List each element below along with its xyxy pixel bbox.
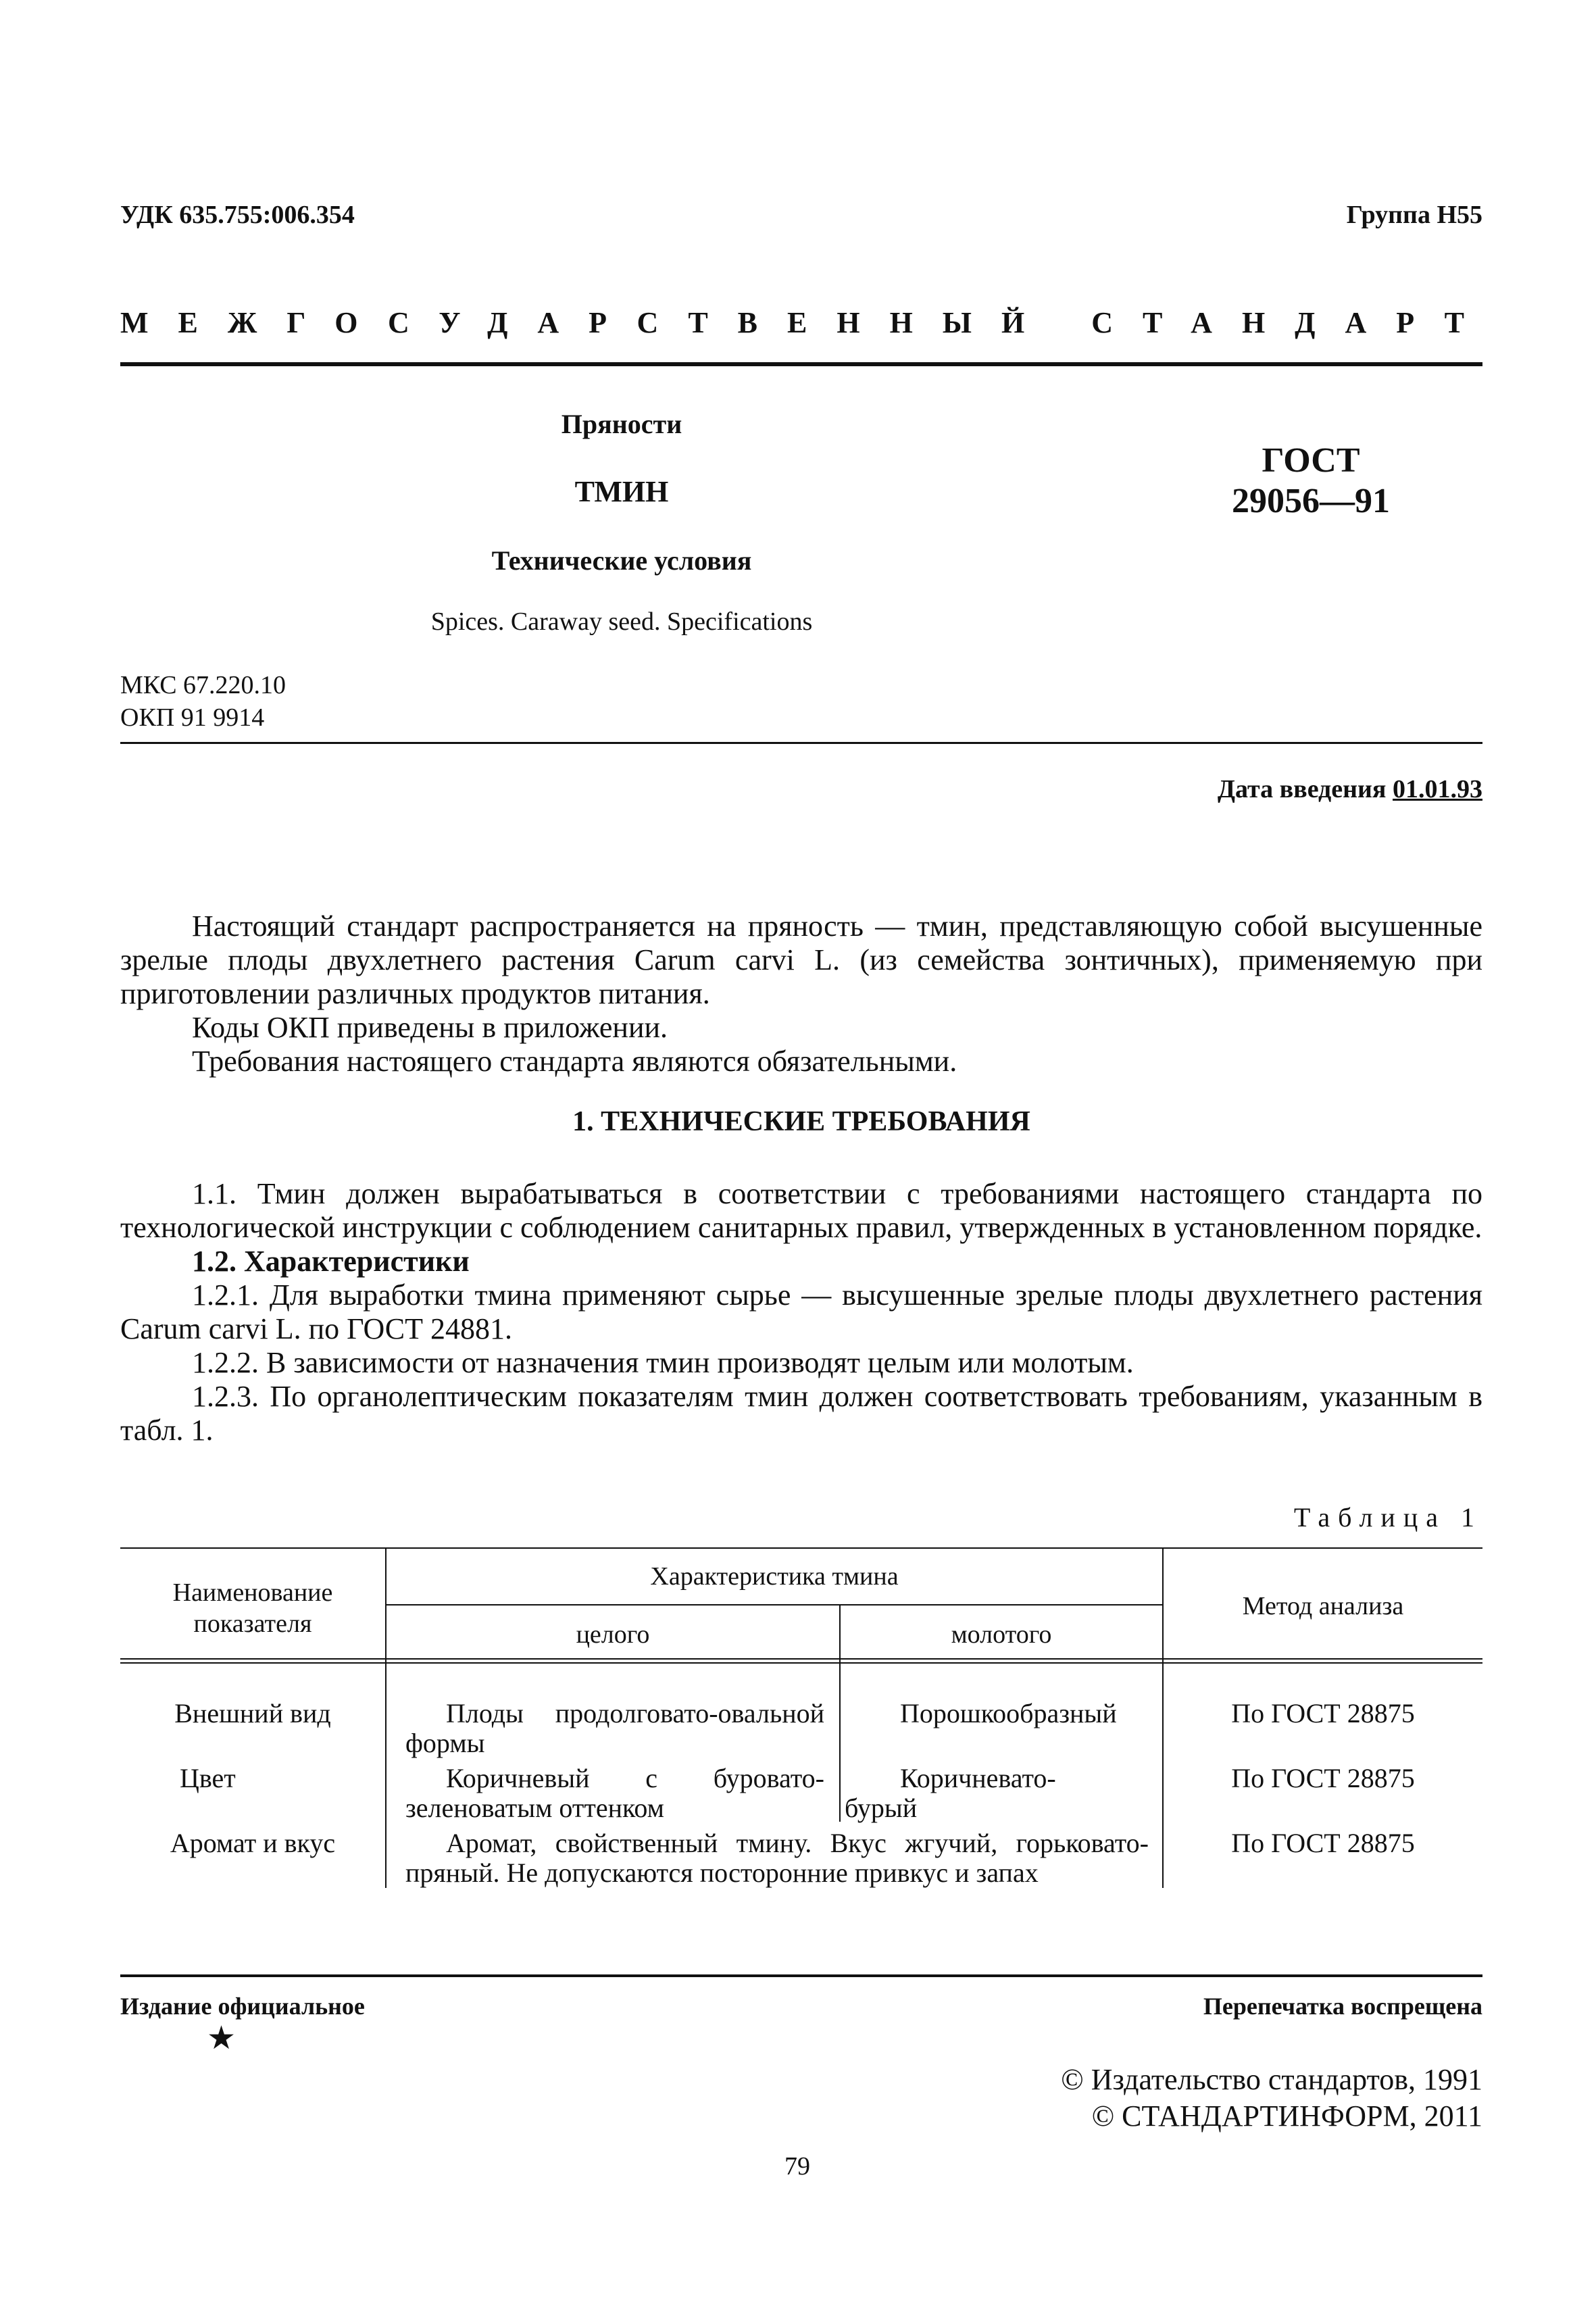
- row-3-merged: Аромат, свойственный тмину. Вкус жгучий, горьковато-пряный. Не допускаются посторонние привкус и запах: [405, 1828, 1149, 1888]
- intro-date-value: 01.01.93: [1393, 775, 1482, 803]
- title-name: ТМИН: [574, 475, 669, 508]
- row-2-ground: Коричневато-бурый: [845, 1763, 1056, 1823]
- clause-1-1: 1.1. Тмин должен вырабатываться в соответствии с требованиями настоящего стандарта по технологической инструкции с соблюдением санитарных правил, утвержденных в установленном порядке.: [120, 1177, 1482, 1244]
- banner-rule: [120, 362, 1482, 366]
- clause-1-2-2: 1.2.2. В зависимости от назначения тмин производят целым или молотым.: [192, 1346, 1134, 1379]
- table-header-bottom-line-1: [120, 1658, 1482, 1660]
- okp-code: ОКП 91 9914: [120, 703, 265, 732]
- reprint-notice: Перепечатка воспрещена: [1203, 1993, 1482, 2020]
- page-number: 79: [784, 2152, 810, 2181]
- row-1-method: По ГОСТ 28875: [1231, 1698, 1415, 1728]
- title-category: Пряности: [561, 409, 682, 439]
- row-1-ground: Порошкообразный: [900, 1698, 1117, 1728]
- row-2-whole: Коричневый с буровато-зеленоватым оттенком: [405, 1763, 824, 1823]
- copyright-1: © Издательство стандартов, 1991: [1061, 2063, 1482, 2096]
- table-caption: Таблица 1: [1293, 1502, 1482, 1533]
- header-ground: молотого: [951, 1620, 1052, 1649]
- clause-1-2: 1.2. Характеристики: [192, 1245, 470, 1278]
- gost-number: 29056—91: [1232, 482, 1390, 520]
- row-1-indicator: Внешний вид: [174, 1698, 331, 1728]
- copyright-2: © СТАНДАРТИНФОРМ, 2011: [1091, 2099, 1482, 2133]
- intro-paragraph-2: Коды ОКП приведены в приложении.: [192, 1011, 668, 1044]
- table-top-line: [120, 1547, 1482, 1549]
- title-rule: [120, 742, 1482, 744]
- intro-date: [1218, 774, 1482, 804]
- row-2-method: По ГОСТ 28875: [1231, 1763, 1415, 1793]
- intro-date-label: Дата введения: [1217, 775, 1387, 803]
- title-english: Spices. Caraway seed. Specifications: [430, 607, 813, 636]
- standard-banner: МЕЖГОСУДАРСТВЕННЫЙ СТАНДАРТ: [120, 306, 1494, 339]
- clause-1-2-3: 1.2.3. По органолептическим показателям тмин должен соответствовать требованиям, указанным в табл. 1.: [120, 1380, 1482, 1447]
- row-3-method: По ГОСТ 28875: [1231, 1828, 1415, 1858]
- header-indicator: Наименование показателя: [172, 1578, 333, 1638]
- clause-1-2-1: 1.2.1. Для выработки тмина применяют сырье — высушенные зрелые плоды двухлетнего растения Carum carvi L. по ГОСТ 24881.: [120, 1278, 1482, 1345]
- table-vline-1: [385, 1547, 386, 1888]
- header-characteristic: Характеристика тмина: [650, 1562, 899, 1591]
- udk-code: УДК 635.755:006.354: [120, 201, 355, 229]
- intro-paragraph-3: Требования настоящего стандарта являются обязательными.: [192, 1045, 957, 1078]
- star-icon: ★: [207, 2020, 236, 2056]
- row-2-indicator: Цвет: [180, 1763, 236, 1793]
- row-3-indicator: Аромат и вкус: [170, 1828, 336, 1858]
- gost-label: ГОСТ: [1262, 441, 1360, 480]
- official-edition: Издание официальное: [120, 1993, 365, 2020]
- title-subtitle: Технические условия: [491, 545, 752, 576]
- table-header-bottom-line-2: [120, 1662, 1482, 1664]
- intro-paragraph-1: Настоящий стандарт распространяется на пряность — тмин, представляющую собой высушенные зрелые плоды двухлетнего растения Carum carvi L. (из семейства зонтичных), применяемую при приготовлении различных продуктов питания.: [120, 910, 1482, 1010]
- section-1-heading: 1. ТЕХНИЧЕСКИЕ ТРЕБОВАНИЯ: [572, 1106, 1030, 1137]
- header-whole: целого: [576, 1620, 650, 1649]
- table-subheader-line: [386, 1604, 1164, 1605]
- row-1-whole: Плоды продолговато-овальной формы: [405, 1698, 824, 1758]
- mks-code: МКС 67.220.10: [120, 671, 286, 699]
- footer-rule: [120, 1974, 1482, 1977]
- group-code: Группа Н55: [1346, 201, 1482, 229]
- header-method: Метод анализа: [1242, 1592, 1404, 1620]
